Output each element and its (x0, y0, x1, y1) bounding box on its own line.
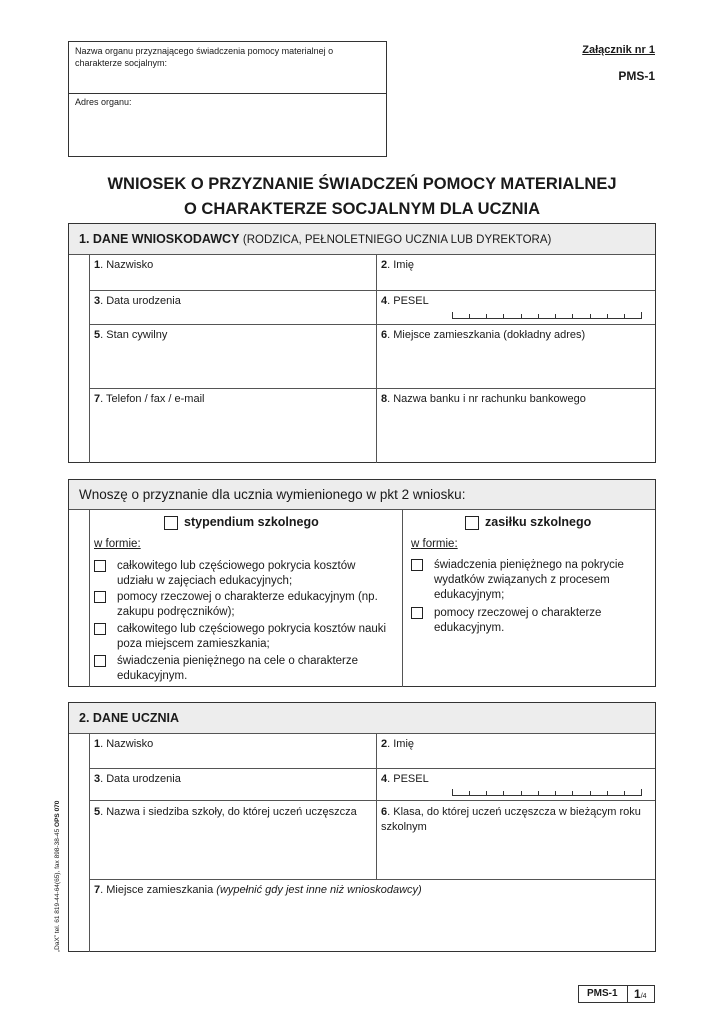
request-left-margin (89, 510, 90, 687)
section-student (68, 702, 656, 952)
allowance-checkbox[interactable] (465, 516, 479, 530)
applicant-contact-field[interactable]: 7. Telefon / fax / e-mail (94, 393, 205, 405)
student-address-note: (wypełnić gdy jest inne niż wnioskodawcy) (216, 884, 422, 896)
org-name-field[interactable] (69, 42, 386, 94)
section-applicant (68, 223, 656, 463)
checkbox[interactable] (411, 559, 423, 571)
allowance-option-1[interactable]: świadczenia pieniężnego na pokrycie wydatków związanych z procesem edukacyjnym; (411, 558, 651, 603)
scholarship-option-3[interactable]: całkowitego lub częściowego pokrycia kosztów nauki poza miejscem zamieszkania; (94, 622, 394, 652)
section1-heading: 1. DANE WNIOSKODAWCY (79, 232, 240, 246)
title-line1: WNIOSEK O PRZYZNANIE ŚWIADCZEŃ POMOCY MATERIALNEJ (107, 175, 617, 193)
request-heading: Wnoszę o przyznanie dla ucznia wymienionego w pkt 2 wniosku: (79, 487, 466, 502)
student-school-field[interactable]: 5. Nazwa i siedziba szkoły, do której uczeń uczęszcza (90, 801, 376, 880)
scholarship-checkbox[interactable] (164, 516, 178, 530)
student-birthdate-field[interactable]: 3. Data urodzenia (90, 769, 376, 801)
footer-page-box (578, 985, 655, 1003)
scholarship-option-4[interactable]: świadczenia pieniężnego na cele o charakterze edukacyjnym. (94, 654, 394, 684)
form-code: PMS-1 (618, 69, 655, 83)
student-class-field[interactable]: 6. Klasa, do której uczeń uczęszcza w bieżącym roku szkolnym (377, 801, 655, 880)
section-request (68, 479, 656, 687)
applicant-surname-field[interactable]: 1. Nazwisko (90, 255, 376, 291)
checkbox[interactable] (94, 560, 106, 572)
title-line2: O CHARAKTERZE SOCJALNYM DLA UCZNIA (184, 200, 540, 218)
scholarship-option-2[interactable]: pomocy rzeczowej o charakterze edukacyjnym (np. zakupu podręczników); (94, 590, 394, 620)
allowance-option[interactable] (465, 515, 591, 530)
applicant-marital-status-field[interactable]: 5. Stan cywilny (90, 325, 376, 389)
request-header (69, 480, 655, 510)
student-pesel-field[interactable]: 4. PESEL (377, 769, 655, 801)
applicant-birthdate-field[interactable]: 3. Data urodzenia (90, 291, 376, 325)
attachment-label: Załącznik nr 1 (582, 44, 655, 56)
organ-box (68, 41, 387, 157)
section1-heading-note: (RODZICA, PEŁNOLETNIEGO UCZNIA LUB DYREKTORA) (242, 234, 552, 246)
page-title (68, 172, 656, 222)
request-mid-divider (402, 510, 403, 687)
scholarship-option-1[interactable]: całkowitego lub częściowego pokrycia kosztów udziału w zajęciach edukacyjnych; (94, 559, 394, 589)
allowance-form-label: w formie: (411, 538, 458, 550)
pesel-boxes[interactable] (452, 308, 642, 319)
applicant-firstname-field[interactable]: 2. Imię (377, 255, 655, 291)
footer-form-code: PMS-1 (587, 988, 618, 999)
side-printer-info: „DaX” tel. 61 819-44-64(65), fax 898-38-45 OPS 070 (54, 800, 61, 952)
org-address-field[interactable] (69, 94, 386, 110)
allowance-option-2[interactable]: pomocy rzeczowej o charakterze edukacyjnym. (411, 606, 651, 636)
scholarship-option[interactable] (164, 515, 319, 530)
side-code: OPS 070 (54, 800, 61, 827)
scholarship-title: stypendium szkolnego (184, 515, 319, 529)
page-number: 1/4 (634, 987, 647, 1001)
student-address-field[interactable]: 7. Miejsce zamieszkania (wypełnić gdy jest inne niż wnioskodawcy) (94, 884, 422, 896)
org-name-label: Nazwa organu przyznającego świadczenia pomocy materialnej o charakterze socjalnym: (75, 46, 334, 68)
allowance-title: zasiłku szkolnego (485, 515, 592, 529)
scholarship-form-label: w formie: (94, 538, 141, 550)
checkbox[interactable] (411, 607, 423, 619)
section2-header (69, 703, 655, 734)
student-firstname-field[interactable]: 2. Imię (377, 734, 655, 769)
checkbox[interactable] (94, 591, 106, 603)
applicant-pesel-field[interactable]: 4. PESEL (377, 291, 655, 325)
section2-heading: 2. DANE UCZNIA (79, 711, 180, 725)
applicant-address-field[interactable]: 6. Miejsce zamieszkania (dokładny adres) (377, 325, 655, 389)
org-address-label: Adres organu: (75, 97, 132, 107)
checkbox[interactable] (94, 655, 106, 667)
checkbox[interactable] (94, 623, 106, 635)
footer-divider (627, 986, 628, 1002)
pesel-boxes[interactable] (452, 785, 642, 796)
applicant-bank-field[interactable]: 8. Nazwa banku i nr rachunku bankowego (381, 393, 586, 405)
student-surname-field[interactable]: 1. Nazwisko (90, 734, 376, 769)
section1-header (69, 224, 655, 255)
